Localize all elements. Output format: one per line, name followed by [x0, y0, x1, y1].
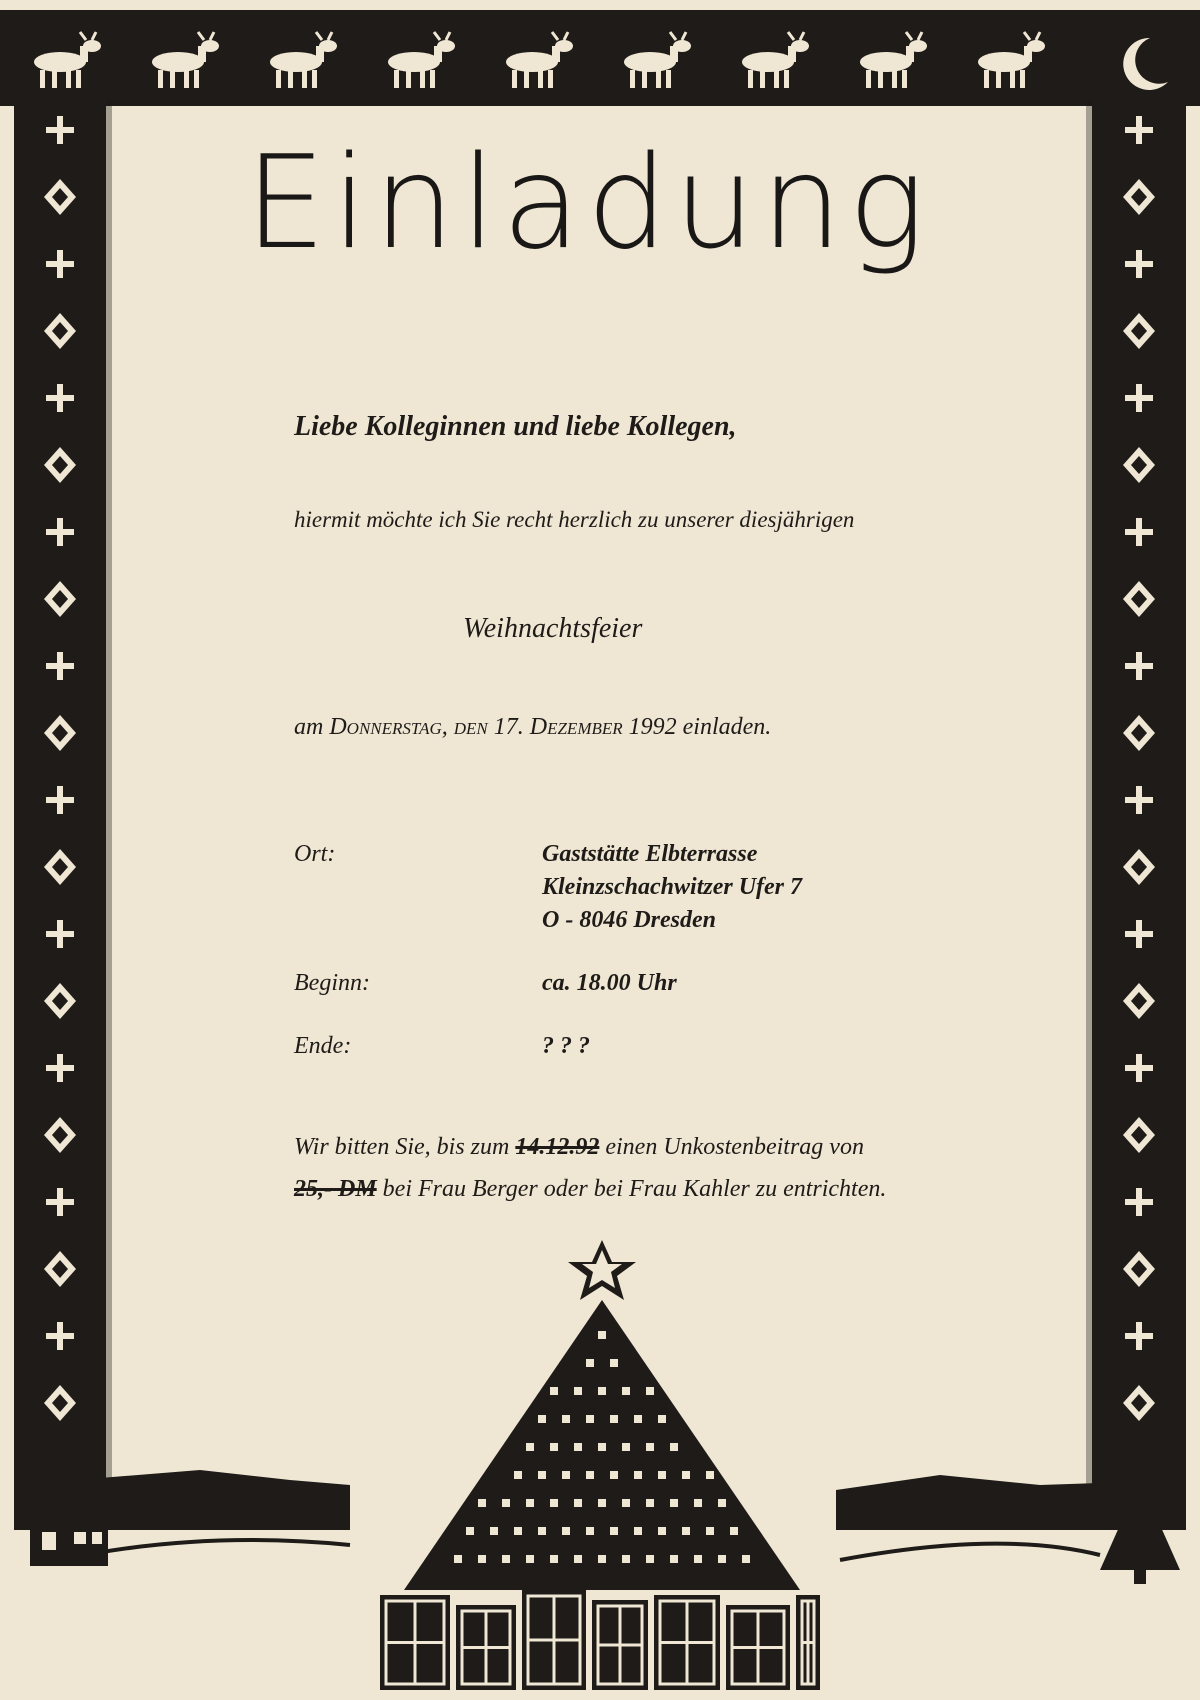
ort-line-1: Gaststätte Elbterrasse — [542, 841, 758, 867]
date-prefix: am — [294, 714, 324, 740]
ende-label: Ende: — [294, 1033, 352, 1059]
date-den: den — [453, 714, 488, 740]
page-title: Einladung — [245, 129, 931, 278]
intro-text: hiermit möchte ich Sie recht herzlich zu unserer diesjährigen — [294, 507, 855, 532]
closing-paragraph — [294, 1126, 1054, 1210]
date-year: 1992 — [628, 714, 677, 740]
closing-part2: einen Unkostenbeitrag von — [605, 1134, 864, 1160]
date-month: Dezember — [529, 714, 623, 740]
deadline-date: 14.12.92 — [515, 1134, 600, 1160]
gift-icon — [380, 1590, 820, 1690]
event-date — [294, 713, 771, 742]
ende-value: ? ? ? — [542, 1033, 590, 1059]
christmas-tree-icon — [404, 1300, 800, 1590]
date-suffix: einladen. — [682, 714, 772, 740]
star-icon — [568, 1240, 636, 1300]
event-name: Weihnachtsfeier — [463, 613, 643, 644]
fee-amount: 25,- DM — [294, 1176, 377, 1202]
ort-line-2: Kleinzschachwitzer Ufer 7 — [542, 874, 803, 900]
date-day: 17. — [493, 714, 524, 740]
greeting: Liebe Kolleginnen und liebe Kollegen, — [294, 411, 737, 442]
beginn-value: ca. 18.00 Uhr — [542, 970, 677, 996]
date-weekday: Donnerstag, — [329, 714, 448, 740]
ort-line-3: O - 8046 Dresden — [542, 907, 716, 933]
beginn-label: Beginn: — [294, 970, 370, 996]
closing-part3: bei Frau Berger oder bei Frau Kahler zu entrichten. — [382, 1176, 887, 1202]
ort-label: Ort: — [294, 841, 336, 867]
closing-part1: Wir bitten Sie, bis zum — [294, 1134, 510, 1160]
